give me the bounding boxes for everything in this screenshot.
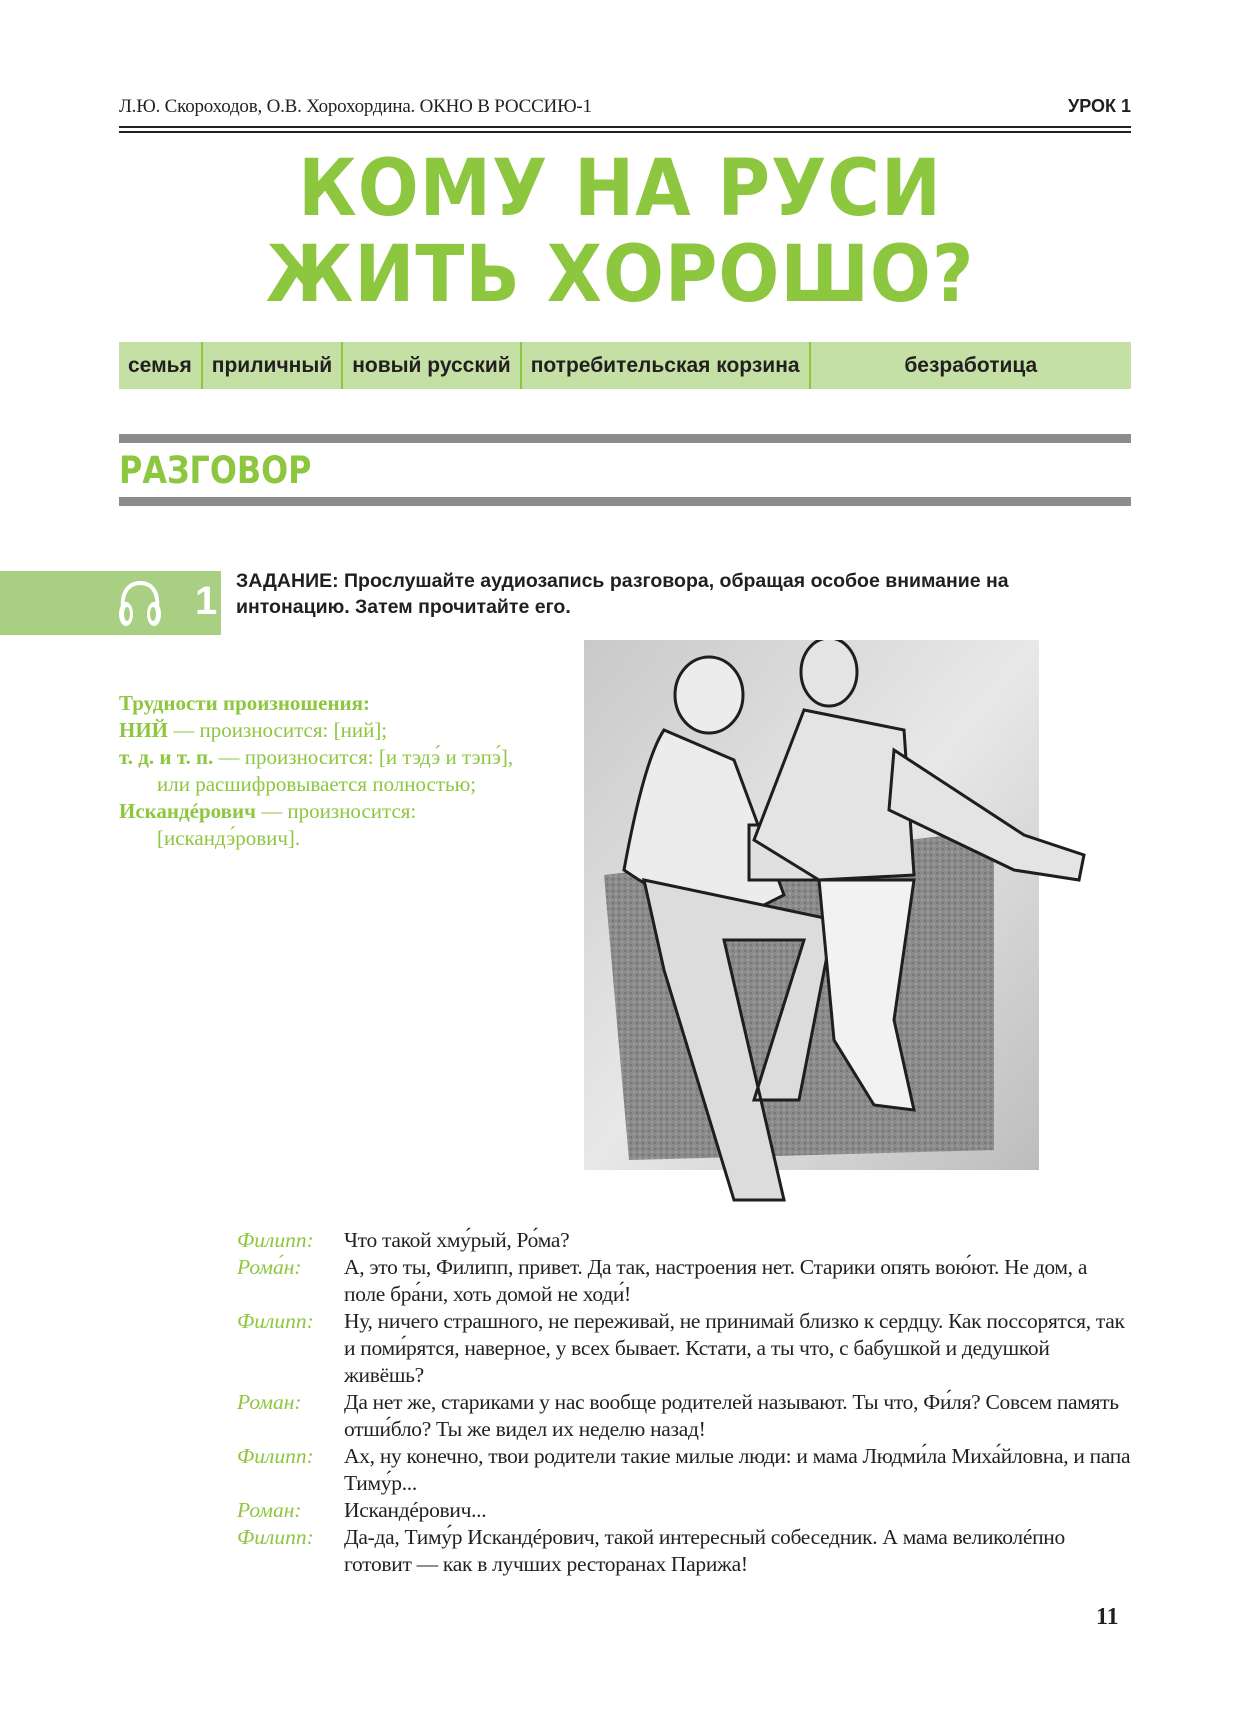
speaker-name: Филипп: [237, 1444, 314, 1468]
dialogue [237, 1227, 1131, 1578]
page-number: 11 [1096, 1604, 1119, 1630]
task-badge [0, 571, 221, 635]
keyword: безработица [904, 354, 1038, 377]
speech-text: Ах, ну конечно, твои родители такие милые люди: и мама Людми́ла Миха́йловна, и папа Тиму́р... [344, 1444, 1131, 1495]
keyword: потребительская корзина [522, 342, 811, 389]
dialogue-line [237, 1308, 1131, 1389]
speech-text: Ну, ничего страшного, не переживай, не принимай близко к сердцу. Как поссорятся, так и поми́рятся, наверное, у всех бывает. Кстати, а ты что, с бабушкой и дедушкой живёшь? [344, 1309, 1125, 1387]
task-instruction: ЗАДАНИЕ: Прослушайте аудиозапись разговора, обращая особое внимание на интонацию. Затем прочитайте его. [236, 570, 1009, 618]
dialogue-line [237, 1227, 1131, 1254]
lesson-label: УРОК 1 [1068, 96, 1131, 116]
keyword: приличный [203, 342, 343, 389]
pronunciation-item: т. д. и т. п. — произносится: [и тэдэ́ и тэпэ́], или расшифровывается полностью; [119, 745, 514, 796]
illustration-two-men-talking [584, 640, 1144, 1220]
book-authors-title: Л.Ю. Скороходов, О.В. Хорохордина. ОКНО В РОССИЮ-1 [119, 96, 592, 117]
speech-text: Да-да, Тиму́р Искандéрович, такой интересный собеседник. А мама великолéпно готовит — как в лучших ресторанах Парижа! [344, 1525, 1065, 1576]
headphones-icon [117, 580, 163, 630]
dialogue-line [237, 1497, 1131, 1524]
keyword: семья [119, 342, 203, 389]
speaker-name: Филипп: [237, 1309, 314, 1333]
lesson-title-line-1: КОМУ НА РУСИ [298, 144, 942, 234]
speaker-name: Роман: [237, 1390, 302, 1414]
speaker-name: Рома́н: [237, 1255, 302, 1279]
dialogue-line [237, 1524, 1131, 1578]
keyword: новый русский [343, 342, 522, 389]
pronunciation-heading: Трудности произношения: [119, 691, 371, 715]
lesson-title-line-2: ЖИТЬ ХОРОШО? [265, 230, 975, 320]
dialogue-line [237, 1443, 1131, 1497]
speech-text: Да нет же, стариками у нас вообще родителей называют. Ты что, Фи́ля? Совсем память отши́бло? Ты же видел их неделю назад! [344, 1390, 1119, 1441]
task-number: 1 [195, 579, 218, 623]
pronunciation-notes [119, 690, 519, 852]
section-divider-top [119, 434, 1131, 443]
speech-text: А, это ты, Филипп, привет. Да так, настроения нет. Старики опять вою́ют. Не дом, а поле бра́ни, хоть домой не ходи́! [344, 1255, 1088, 1306]
speaker-name: Филипп: [237, 1228, 314, 1252]
header-rule [119, 131, 1131, 133]
header-rule [119, 126, 1131, 128]
pronunciation-item: НИЙ — произносится: [ний]; [119, 718, 388, 742]
speech-text: Искандéрович... [344, 1498, 487, 1522]
section-divider-bottom [119, 497, 1131, 506]
dialogue-line [237, 1254, 1131, 1308]
speaker-name: Филипп: [237, 1525, 314, 1549]
keywords-bar [119, 342, 1131, 389]
section-title: РАЗГОВОР [119, 449, 312, 492]
speaker-name: Роман: [237, 1498, 302, 1522]
dialogue-line [237, 1389, 1131, 1443]
running-header [119, 92, 1131, 122]
speech-text: Что такой хму́рый, Ро́ма? [344, 1228, 570, 1252]
pronunciation-item: Искандéрович — произносится: [искандэ́рович]. [119, 799, 417, 850]
